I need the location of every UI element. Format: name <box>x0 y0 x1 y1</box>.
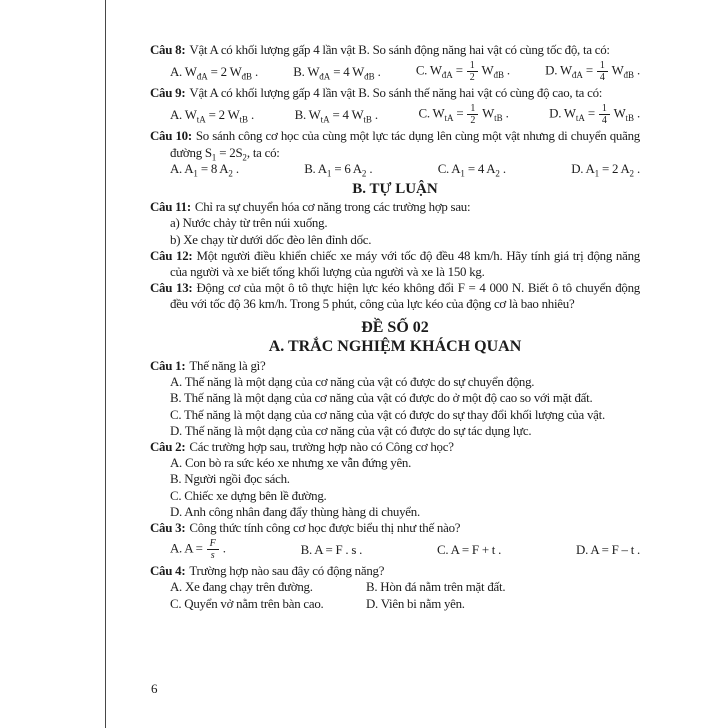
answer-option-b: B. Thế năng là một dạng của cơ năng của vật có được do ở một độ cao so với mặt đất. <box>170 391 593 406</box>
answer-option-a: A. Thế năng là một dạng của cơ năng của vật có được do sự chuyển động. <box>170 375 535 390</box>
answer-option-c: C. $W_{tA}$ = $\frac{1}{2}$ $W_{tB}$ . <box>418 103 509 127</box>
answer-option-c: C. $A_1 = 4$ $A_2$ . <box>437 161 506 179</box>
question-2-text: Các trường hợp sau, trường hợp nào có Công cơ học? <box>189 440 454 455</box>
answer-option-b: B. $A_1 = 6$ $A_2$ . <box>304 161 373 179</box>
question-3 <box>150 520 640 536</box>
question-2 <box>150 439 640 455</box>
answer-option-a: A. Con bò ra sức kéo xe nhưng xe vẫn đứng yên. <box>170 456 412 471</box>
question-8-label: Câu 8: <box>150 43 186 57</box>
question-3-label: Câu 3: <box>150 521 186 536</box>
question-3-text: Công thức tính công cơ học được biểu thị như thế nào? <box>189 521 461 536</box>
answer-option-c: C. Thế năng là một dạng của cơ năng của vật có được do sự thay đổi khối lượng của vật. <box>170 407 605 422</box>
question-13-label: Câu 13: <box>150 281 193 296</box>
section-heading-essay: B. TỰ LUẬN <box>352 181 438 198</box>
page-content <box>150 42 640 612</box>
answer-option-b: B. Người ngồi đọc sách. <box>170 472 290 487</box>
question-12-text: Một người điều khiển chiếc xe máy với tốc độ đều 48 km/h. Hãy tính giá trị động năng của người và xe biết tổng khối lượng của người và xe là 150 kg. <box>170 248 640 280</box>
exam-title: ĐỀ SỐ 02 <box>361 318 429 336</box>
question-11 <box>150 199 640 215</box>
answer-option-d: D. $A_1 = 2$ $A_2$ . <box>571 161 640 179</box>
answer-option-c: C. Chiếc xe dựng bên lề đường. <box>170 488 327 503</box>
answer-option-a: A. A = $\frac{F}{s}$ . <box>170 538 226 562</box>
question-4-label: Câu 4: <box>150 564 186 579</box>
question-8 <box>150 42 640 58</box>
answer-option-c: C. A = F + t . <box>437 542 502 557</box>
question-11-label: Câu 11: <box>150 200 191 215</box>
question-1 <box>150 358 640 374</box>
question-11-text: Chỉ ra sự chuyển hóa cơ năng trong các trường hợp sau: <box>194 200 471 215</box>
question-8-answers <box>170 60 640 83</box>
answer-option-b: B. $W_{tA} = 4$ $W_{tB}$ . <box>294 107 378 125</box>
answer-option-b: B. A = F . s . <box>300 542 363 557</box>
question-1-text: Thế năng là gì? <box>189 359 266 374</box>
question-9-answers <box>170 103 640 126</box>
section-heading-multiple-choice: A. TRẮC NGHIỆM KHÁCH QUAN <box>268 337 522 355</box>
question-3-answers <box>170 538 640 561</box>
question-9 <box>150 85 640 101</box>
answer-option-a: A. $W_{tA} = 2$ $W_{tB}$ . <box>170 107 254 125</box>
question-10-text: So sánh công cơ học của cùng một lực tác dụng lên cùng một vật nhưng di chuyển quãng đường $S_1 = 2S_2$, ta có: <box>170 129 640 163</box>
question-13 <box>150 280 640 312</box>
answer-option-a: A. Xe đang chạy trên đường. <box>170 580 313 595</box>
question-10-label: Câu 10: <box>150 129 192 144</box>
page-number: 6 <box>151 681 158 696</box>
question-12-label: Câu 12: <box>150 248 193 263</box>
question-10 <box>150 128 640 163</box>
question-11-part-a: a) Nước chảy từ trên núi xuống. <box>170 216 328 231</box>
question-8-text: Vật A có khối lượng gấp 4 lần vật B. So sánh động năng hai vật có cùng tốc độ, ta có: <box>189 43 610 57</box>
answer-option-b: B. $W_{đA} = 4$ $W_{đB}$ . <box>293 64 381 82</box>
answer-option-c: C. Quyển vở nằm trên bàn cao. <box>170 596 324 611</box>
answer-option-d: D. $W_{đA}$ = $\frac{1}{4}$ $W_{đB}$ . <box>545 60 640 84</box>
question-9-text: Vật A có khối lượng gấp 4 lần vật B. So sánh thế năng hai vật có cùng độ cao, ta có: <box>189 86 603 101</box>
answer-option-c: C. $W_{đA}$ = $\frac{1}{2}$ $W_{đB}$ . <box>415 60 510 84</box>
question-1-label: Câu 1: <box>150 359 186 374</box>
question-2-label: Câu 2: <box>150 440 186 455</box>
answer-option-d: D. Viên bi nằm yên. <box>366 596 465 611</box>
answer-option-a: A. $W_{đA} = 2$ $W_{đB}$ . <box>170 64 258 82</box>
question-12 <box>150 248 640 280</box>
question-9-label: Câu 9: <box>150 86 186 101</box>
answer-option-d: D. Thế năng là một dạng của cơ năng của vật có được do sự tác dụng lực. <box>170 423 532 438</box>
answer-option-b: B. Hòn đá nằm trên mặt đất. <box>366 580 506 595</box>
question-4 <box>150 563 640 579</box>
question-4-text: Trường hợp nào sau đây có động năng? <box>189 564 385 579</box>
answer-option-d: D. A = F – t . <box>576 542 640 557</box>
page-margin-rule <box>105 0 106 728</box>
answer-option-d: D. $W_{tA}$ = $\frac{1}{4}$ $W_{tB}$ . <box>549 103 640 127</box>
question-13-text: Động cơ của một ô tô thực hiện lực kéo không đổi F = 4 000 N. Biết ô tô chuyển động đều với tốc độ 36 km/h. Trong 5 phút, công của lực kéo của động cơ là bao nhiêu? <box>170 281 640 312</box>
question-4-answers <box>170 579 640 611</box>
question-11-part-b: b) Xe chạy từ dưới dốc đèo lên đỉnh dốc. <box>170 232 372 247</box>
question-10-answers <box>170 161 640 177</box>
answer-option-a: A. $A_1 = 8$ $A_2$ . <box>170 161 239 179</box>
answer-option-d: D. Anh công nhân đang đẩy thùng hàng di chuyển. <box>170 504 420 519</box>
